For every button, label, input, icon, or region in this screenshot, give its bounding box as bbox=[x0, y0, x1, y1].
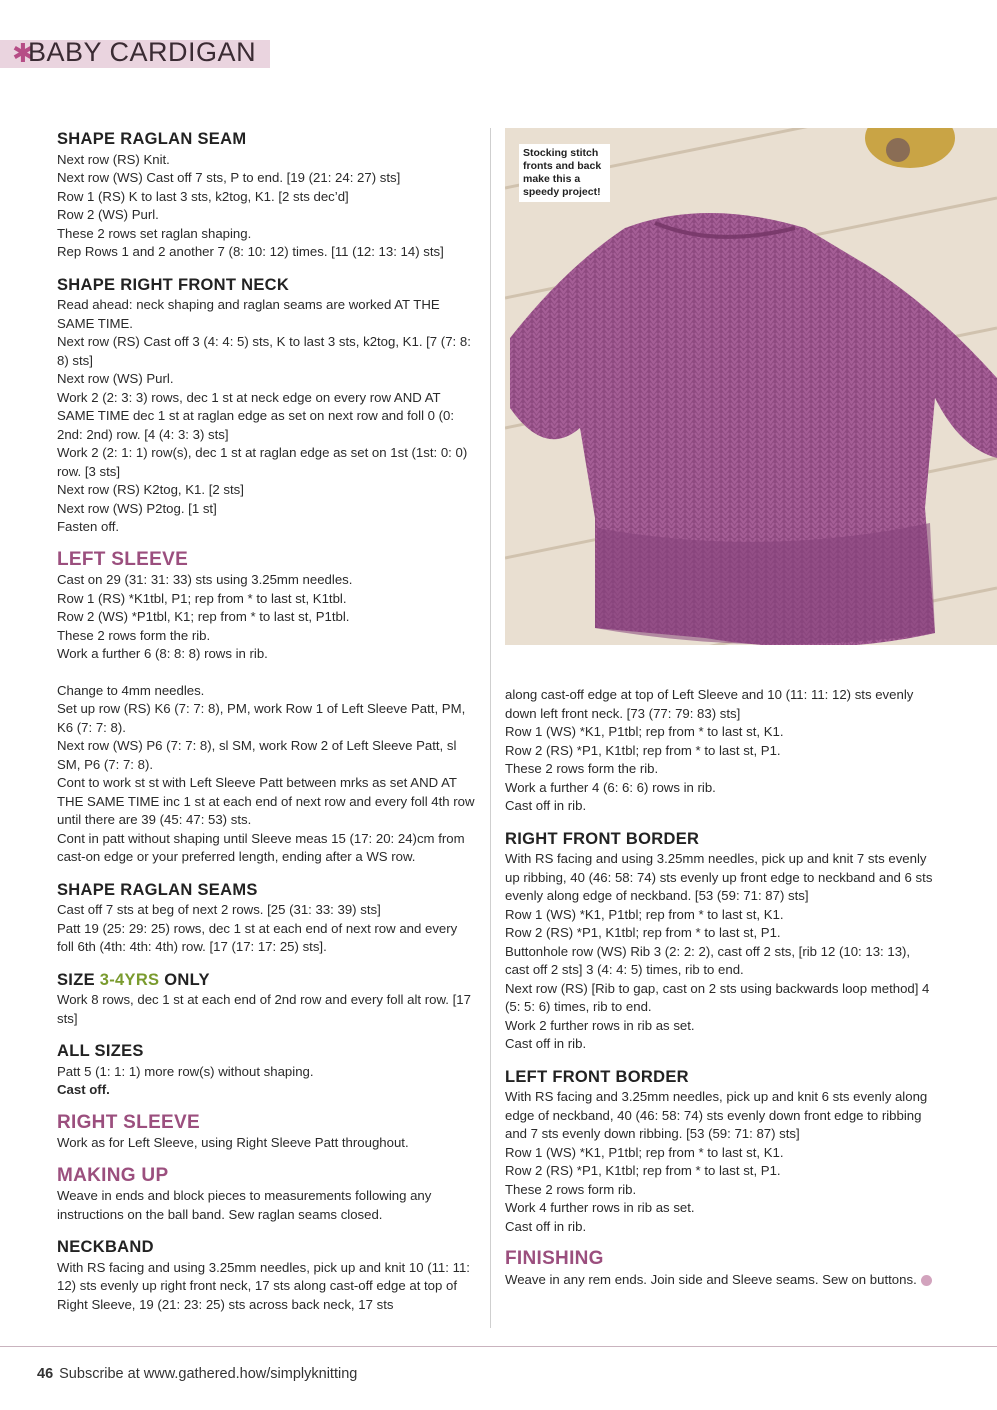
pattern-line: Work 2 further rows in rib as set. bbox=[505, 1017, 695, 1033]
pattern-line: Next row (RS) [Rib to gap, cast on 2 sts using backwards loop method] 4 (5: 5: 6) times, rib to end. bbox=[505, 980, 930, 1014]
photo-caption: Stocking stitch fronts and back make this a speedy project! bbox=[519, 144, 610, 202]
pattern-line: Weave in ends and block pieces to measurements following any instructions on the ball band. Sew raglan seams closed. bbox=[57, 1188, 432, 1222]
pattern-line: Row 2 (RS) *P1, K1tbl; rep from * to last st, P1. bbox=[505, 925, 781, 940]
pattern-line: Next row (WS) Purl. bbox=[57, 371, 174, 386]
pattern-line: Cast off in rib. bbox=[505, 798, 587, 813]
pattern-line: Row 2 (WS) *P1tbl, K1; rep from * to last st, P1tbl. bbox=[57, 609, 350, 624]
pattern-line: Work as for Left Sleeve, using Right Sleeve Patt throughout. bbox=[57, 1135, 409, 1150]
pattern-line: Change to 4mm needles. bbox=[57, 682, 205, 698]
pattern-line: Cont in patt without shaping until Sleeve meas 15 (17: 20: 24)cm from cast-on edge or your preferred length, ending after a WS row. bbox=[57, 830, 465, 864]
section-heading: MAKING UP bbox=[57, 1164, 169, 1186]
section-heading: SHAPE RAGLAN SEAMS bbox=[57, 880, 258, 899]
pattern-line: Cast off 7 sts at beg of next 2 rows. [25 (31: 33: 39) sts] bbox=[57, 902, 381, 917]
pattern-line: along cast-off edge at top of Left Sleeve and 10 (11: 11: 12) sts evenly down left front neck. [73 (77: 79: 83) sts] bbox=[505, 687, 914, 721]
pattern-line: These 2 rows set raglan shaping. bbox=[57, 225, 252, 241]
pattern-line: Row 2 (RS) *P1, K1tbl; rep from * to last st, P1. bbox=[505, 1163, 781, 1178]
pattern-line: Next row (WS) P2tog. [1 st] bbox=[57, 500, 217, 516]
pattern-line: Work 4 further rows in rib as set. bbox=[505, 1200, 695, 1215]
pattern-line: Next row (RS) Cast off 3 (4: 4: 5) sts, K to last 3 sts, k2tog, K1. [7 (7: 8: 8) sts] bbox=[57, 334, 471, 368]
pattern-line: Set up row (RS) K6 (7: 7: 8), PM, work Row 1 of Left Sleeve Patt, PM, K6 (7: 7: 8). bbox=[57, 701, 466, 735]
pattern-line: Next row (WS) P6 (7: 7: 8), sl SM, work Row 2 of Left Sleeve Patt, sl SM, P6 (7: 7: 8). bbox=[57, 738, 457, 772]
finishing-text: Weave in any rem ends. Join side and Sleeve seams. Sew on buttons. bbox=[505, 1271, 917, 1287]
pattern-line: These 2 rows form the rib. bbox=[505, 761, 659, 776]
pattern-line: Cast off in rib. bbox=[505, 1218, 587, 1234]
section-heading: RIGHT SLEEVE bbox=[57, 1111, 200, 1133]
pattern-line: Next row (RS) K2tog, K1. [2 sts] bbox=[57, 482, 244, 497]
section-heading: ALL SIZES bbox=[57, 1042, 144, 1060]
flower-icon: ✱ bbox=[12, 38, 34, 68]
cardigan-photo bbox=[505, 128, 997, 645]
page-number: 46 bbox=[37, 1366, 54, 1382]
pattern-line: Next row (RS) Knit. bbox=[57, 151, 170, 167]
pattern-line: Row 2 (WS) Purl. bbox=[57, 207, 159, 222]
yarn-ball-icon bbox=[921, 1275, 932, 1286]
pattern-line: Read ahead: neck shaping and raglan seams are worked AT THE SAME TIME. bbox=[57, 297, 440, 331]
pattern-line: Buttonhole row (WS) Rib 3 (2: 2: 2), cast off 2 sts, [rib 12 (10: 13: 13), cast off 2 sts] 3 (4: 4: 5) times, rib to end. bbox=[505, 943, 911, 977]
pattern-line: With RS facing and 3.25mm needles, pick up and knit 6 sts evenly along edge of neckband, 40 (46: 58: 74) sts evenly down front edge to ribbing and 7 sts evenly down ribbing. [53 (59: 71: 87) sts] bbox=[505, 1089, 928, 1141]
pattern-line: Next row (WS) Cast off 7 sts, P to end. [19 (21: 24: 27) sts] bbox=[57, 170, 401, 185]
pattern-line: With RS facing and using 3.25mm needles, pick up and knit 7 sts evenly up ribbing, 40 (46: 58: 74) sts evenly up front edge to neckband and 6 sts evenly along edge of neckband. [53 (59: 71: 87) sts] bbox=[505, 851, 933, 903]
pattern-line: Patt 5 (1: 1: 1) more row(s) without shaping. bbox=[57, 1063, 314, 1079]
pattern-line: Patt 19 (25: 29: 25) rows, dec 1 st at each end of next row and every foll 6th (4th: 4th: 4th) row. [17 (17: 17: 25) sts]. bbox=[57, 920, 458, 954]
right-column bbox=[505, 686, 935, 1289]
pattern-line: Row 1 (RS) K to last 3 sts, k2tog, K1. [2 sts dec’d] bbox=[57, 188, 349, 204]
pattern-line: Cast off. bbox=[57, 1082, 110, 1097]
pattern-line: Work 2 (2: 3: 3) rows, dec 1 st at neck edge on every row AND AT SAME TIME dec 1 st at raglan edge as set on next row and foll 0 (0: 2nd: 2nd) row. [4 (4: 3: 3) sts] bbox=[57, 389, 455, 442]
pattern-line: Row 1 (WS) *K1, P1tbl; rep from * to last st, K1. bbox=[505, 1144, 784, 1160]
subscribe-text: Subscribe at www.gathered.how/simplyknitting bbox=[59, 1366, 358, 1382]
pattern-line: Work a further 6 (8: 8: 8) rows in rib. bbox=[57, 646, 268, 661]
heading-size: 3-4YRS bbox=[99, 970, 160, 989]
section-heading: RIGHT FRONT BORDER bbox=[505, 829, 700, 848]
heading-part: SIZE bbox=[57, 970, 95, 989]
footer bbox=[37, 1366, 357, 1382]
pattern-line: Row 1 (WS) *K1, P1tbl; rep from * to last st, K1. bbox=[505, 906, 784, 922]
pattern-line: Cast off in rib. bbox=[505, 1036, 587, 1051]
pattern-line: Row 1 (WS) *K1, P1tbl; rep from * to last st, K1. bbox=[505, 724, 784, 739]
pattern-line: Fasten off. bbox=[57, 519, 120, 534]
pattern-line: With RS facing and using 3.25mm needles, pick up and knit 10 (11: 11: 12) sts evenly up right front neck, 17 sts along cast-off edge at top of Right Sleeve, 19 (21: 23: 25) sts across back neck, 17 sts bbox=[57, 1259, 470, 1312]
pattern-line: Row 1 (RS) *K1tbl, P1; rep from * to last st, K1tbl. bbox=[57, 590, 347, 606]
pattern-line: Cast on 29 (31: 31: 33) sts using 3.25mm needles. bbox=[57, 572, 353, 587]
pattern-line: Work 2 (2: 1: 1) row(s), dec 1 st at raglan edge as set on 1st (1st: 0: 0) row. [3 sts] bbox=[57, 445, 468, 479]
pattern-line: Row 2 (RS) *P1, K1tbl; rep from * to last st, P1. bbox=[505, 742, 781, 758]
cardigan-illustration bbox=[505, 128, 997, 645]
section-heading: SHAPE RIGHT FRONT NECK bbox=[57, 275, 290, 294]
section-heading: NECKBAND bbox=[57, 1238, 154, 1256]
column-divider bbox=[490, 128, 491, 1328]
section-heading bbox=[57, 971, 477, 990]
pattern-line: Rep Rows 1 and 2 another 7 (8: 10: 12) times. [11 (12: 13: 14) sts] bbox=[57, 244, 444, 259]
left-column bbox=[57, 130, 477, 1314]
section-heading: LEFT SLEEVE bbox=[57, 548, 189, 570]
section-heading: SHAPE RAGLAN SEAM bbox=[57, 130, 247, 148]
pattern-line: These 2 rows form rib. bbox=[505, 1181, 637, 1197]
pattern-line: These 2 rows form the rib. bbox=[57, 627, 211, 643]
footer-rule bbox=[0, 1346, 997, 1347]
page-title: BABY CARDIGAN bbox=[28, 37, 257, 67]
section-heading: LEFT FRONT BORDER bbox=[505, 1067, 689, 1086]
pattern-line: Work 8 rows, dec 1 st at each end of 2nd row and every foll alt row. [17 sts] bbox=[57, 992, 471, 1026]
heading-part: ONLY bbox=[164, 970, 210, 989]
pattern-line: Work a further 4 (6: 6: 6) rows in rib. bbox=[505, 779, 716, 795]
pattern-line bbox=[505, 1271, 935, 1290]
pattern-line: Cont to work st st with Left Sleeve Patt between mrks as set AND AT THE SAME TIME inc 1 st at each end of next row and every foll 4th row until there are 39 (45: 47: 53) sts. bbox=[57, 775, 475, 827]
section-heading: FINISHING bbox=[505, 1248, 604, 1269]
